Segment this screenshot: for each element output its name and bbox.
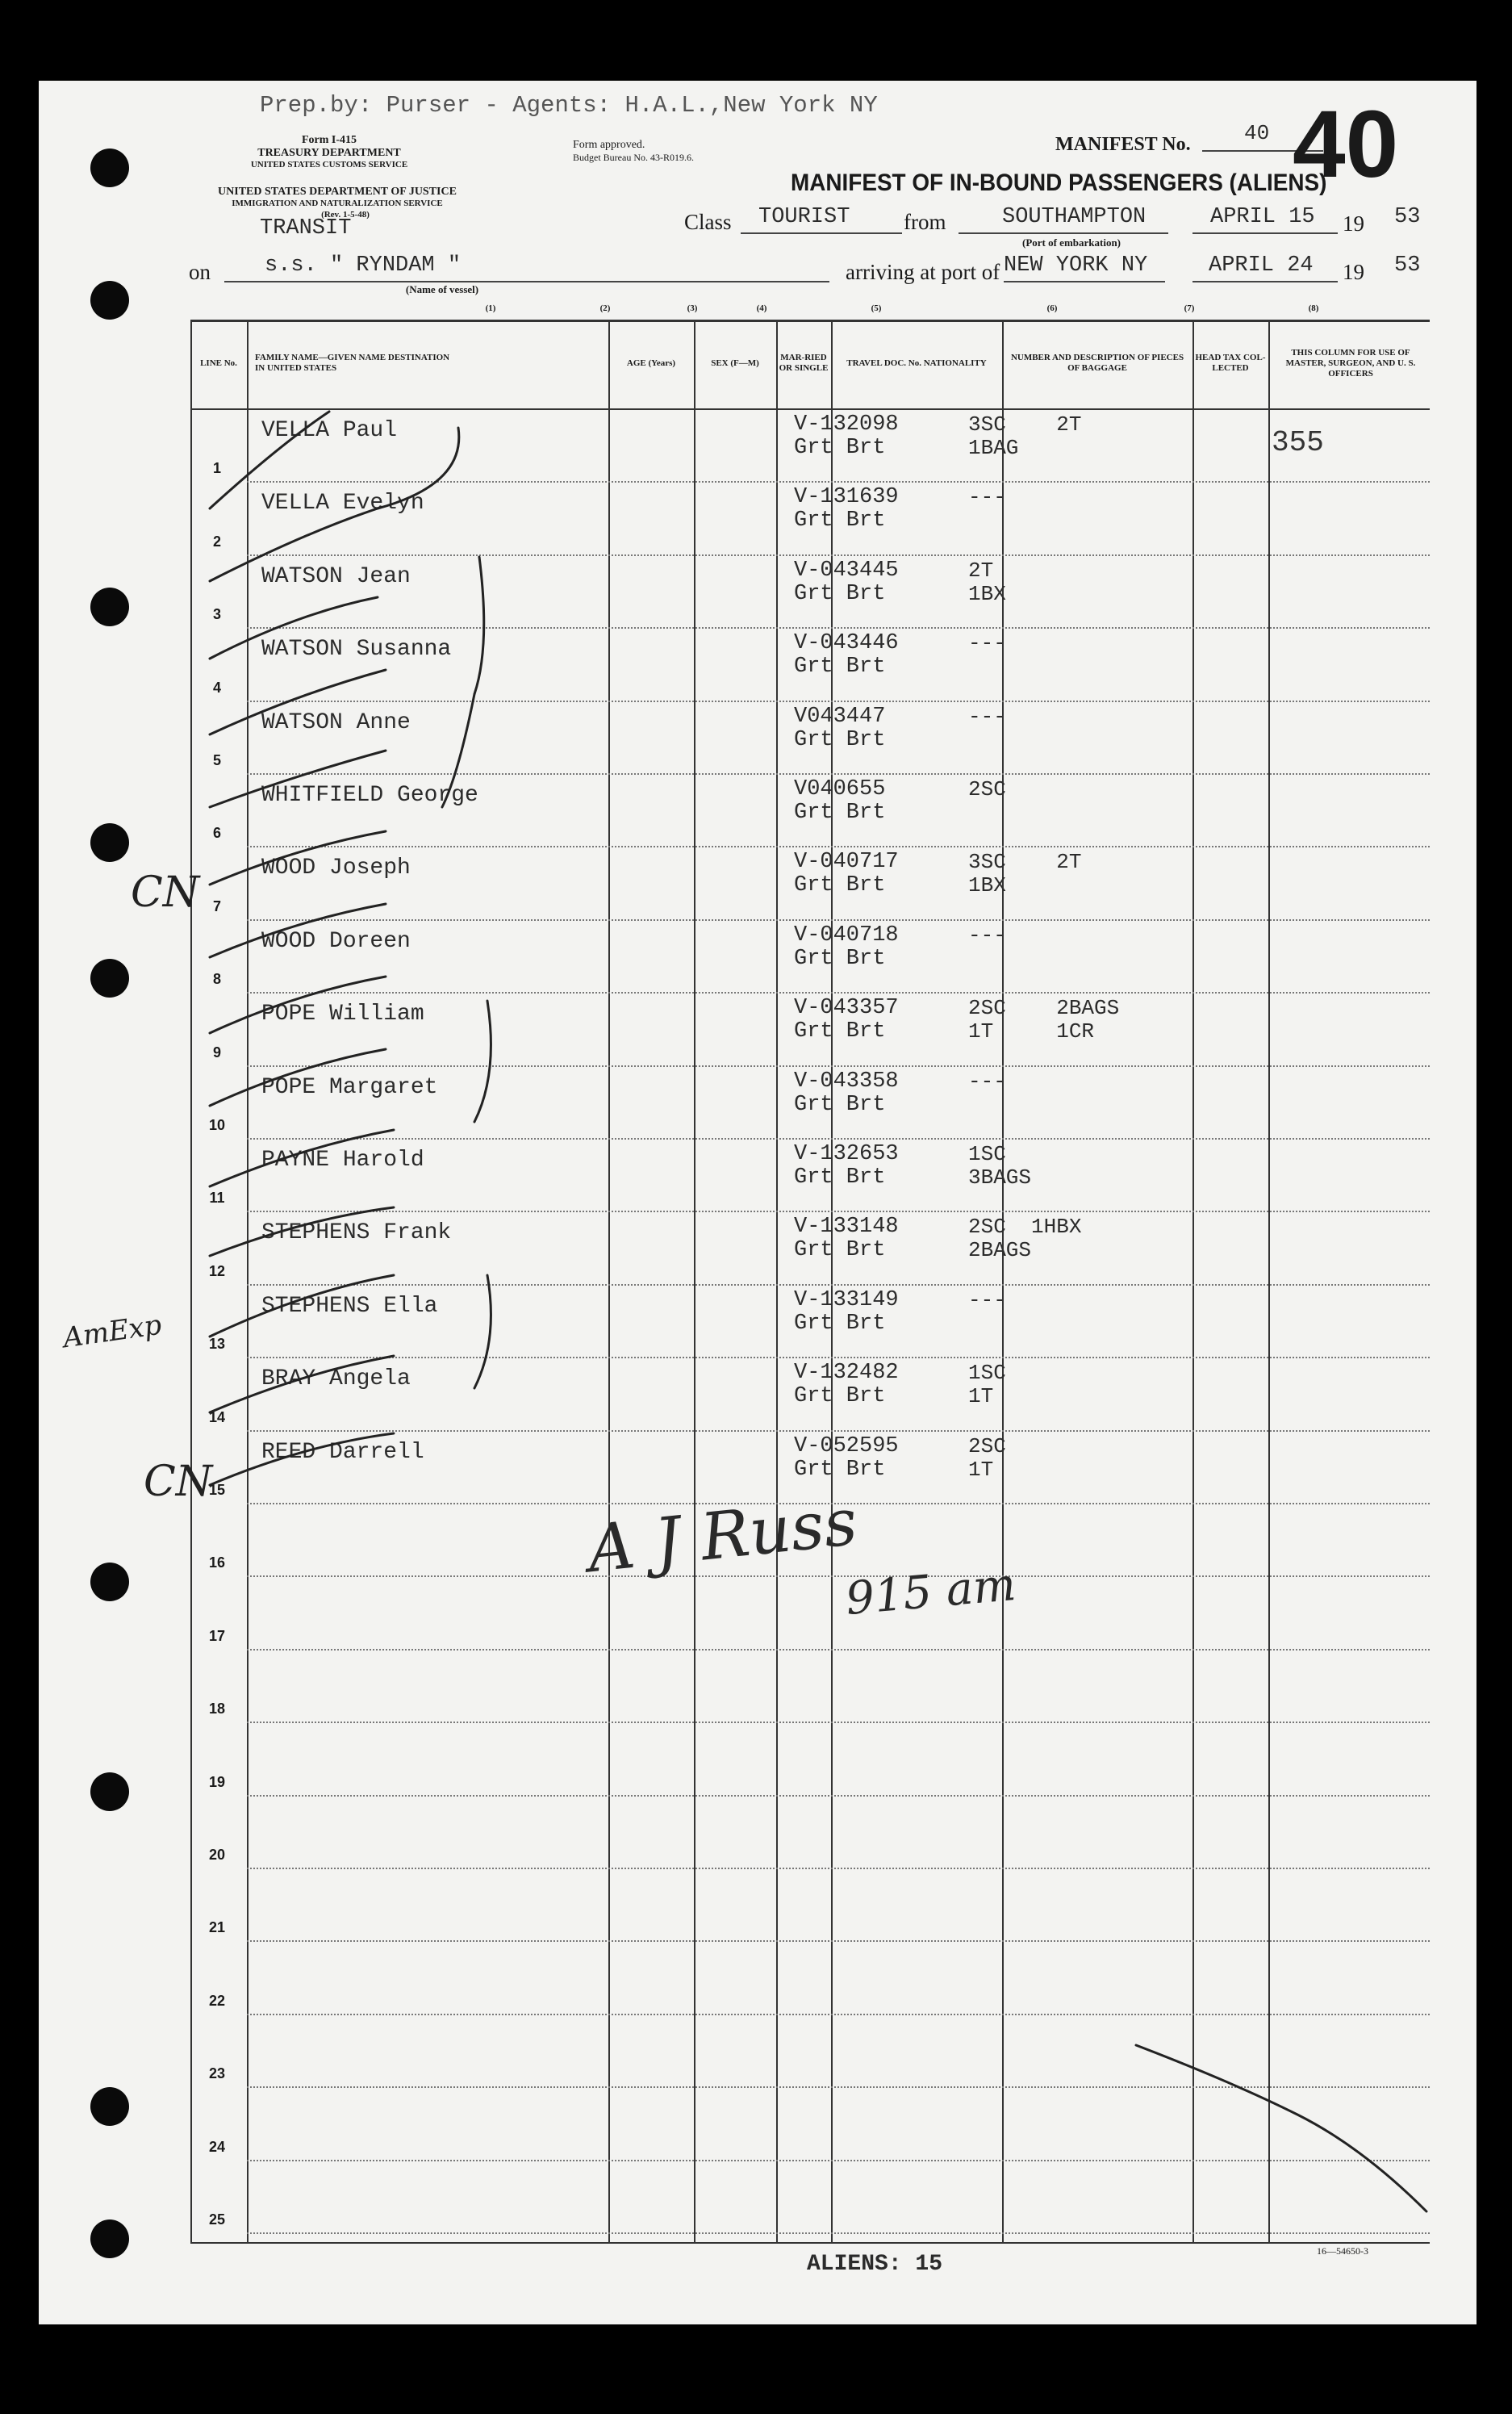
passenger-name: VELLA Evelyn xyxy=(261,491,424,517)
col-header-married: MAR-RIED OR SINGLE xyxy=(779,353,829,373)
treasury-dept: TREASURY DEPARTMENT xyxy=(257,147,401,159)
passenger-name: BRAY Angela xyxy=(261,1366,411,1392)
departure-year-prefix: 19 xyxy=(1343,211,1364,236)
nationality: Grt Brt xyxy=(794,508,886,533)
line-number: 23 xyxy=(208,2065,226,2082)
line-number: 20 xyxy=(208,1846,226,1863)
col-header-officer-use: THIS COLUMN FOR USE OF MASTER, SURGEON, AND U. S. OFFICERS xyxy=(1285,347,1416,379)
baggage-description: 2SC xyxy=(968,777,1006,801)
form-number: Form I-415 xyxy=(301,134,357,146)
nationality: Grt Brt xyxy=(794,1165,886,1190)
baggage-description: 1SC 3BAGS xyxy=(968,1142,1032,1190)
departure-date: APRIL 15 xyxy=(1210,205,1315,229)
line-number: 19 xyxy=(208,1773,226,1790)
on-label: on xyxy=(189,260,211,284)
form-approved: Form approved. xyxy=(573,139,645,151)
vessel-caption: (Name of vessel) xyxy=(405,283,479,295)
aliens-total: ALIENS: 15 xyxy=(807,2252,943,2277)
manifest-sheet xyxy=(39,81,1476,2324)
preparer-stamp: Prep.by: Purser - Agents: H.A.L.,New York NY xyxy=(260,92,878,119)
travel-doc-number: V-052595 xyxy=(794,1433,899,1458)
nationality: Grt Brt xyxy=(794,946,886,971)
baggage-description: 3SC 2T 1BAG xyxy=(968,412,1082,460)
col-header-age: AGE (Years) xyxy=(626,358,676,368)
vessel-name: s.s. " RYNDAM " xyxy=(265,253,462,278)
line-number: 14 xyxy=(208,1408,226,1425)
baggage-description: 2SC 2BAGS 1T 1CR xyxy=(968,996,1120,1044)
passenger-name: STEPHENS Ella xyxy=(261,1293,438,1319)
from-label: from xyxy=(904,210,946,234)
passenger-name: WATSON Anne xyxy=(261,709,411,735)
baggage-description: 3SC 2T 1BX xyxy=(968,850,1082,898)
col-number: (3) xyxy=(687,303,698,313)
passenger-name: PAYNE Harold xyxy=(261,1148,424,1173)
line-number: 6 xyxy=(212,825,221,842)
nationality: Grt Brt xyxy=(794,436,886,460)
line-number: 13 xyxy=(208,1336,226,1353)
passenger-name: VELLA Paul xyxy=(261,418,398,443)
col-number: (4) xyxy=(756,303,767,313)
line-number: 11 xyxy=(209,1190,225,1207)
line-number: 8 xyxy=(212,971,221,988)
col-number: (2) xyxy=(599,303,611,313)
nationality: Grt Brt xyxy=(794,873,886,898)
col-header-head-tax: HEAD TAX COL-LECTED xyxy=(1195,353,1266,373)
nationality: Grt Brt xyxy=(794,727,886,752)
nationality: Grt Brt xyxy=(794,655,886,680)
line-number: 25 xyxy=(208,2211,226,2228)
travel-doc-number: V-132653 xyxy=(794,1142,899,1166)
line-number: 10 xyxy=(208,1116,226,1133)
passenger-name: WOOD Joseph xyxy=(261,856,411,881)
arrival-date: APRIL 24 xyxy=(1209,253,1314,278)
arrival-year-prefix: 19 xyxy=(1343,260,1364,284)
line-number: 5 xyxy=(212,751,221,768)
travel-doc-number: V-131639 xyxy=(794,485,899,510)
col-header-name: FAMILY NAME—GIVEN NAME DESTINATION IN UNITED STATES xyxy=(255,353,450,373)
line-number: 18 xyxy=(208,1701,226,1717)
line-number: 21 xyxy=(208,1919,226,1936)
nationality: Grt Brt xyxy=(794,801,886,825)
line-number: 2 xyxy=(212,533,221,550)
nationality: Grt Brt xyxy=(794,581,886,606)
line-number: 3 xyxy=(212,606,221,623)
passenger-name: STEPHENS Frank xyxy=(261,1220,452,1246)
margin-note-cn: CN xyxy=(144,1458,213,1506)
passenger-name: WATSON Susanna xyxy=(261,637,452,663)
line-number: 9 xyxy=(212,1044,221,1061)
nationality: Grt Brt xyxy=(794,1384,886,1409)
baggage-description: --- xyxy=(968,704,1006,729)
from-port: SOUTHAMPTON xyxy=(1002,205,1147,229)
passenger-name: POPE William xyxy=(261,1002,424,1027)
line-number: 17 xyxy=(208,1627,226,1644)
justice-dept: UNITED STATES DEPARTMENT OF JUSTICE xyxy=(218,186,457,198)
travel-doc-number: V-043358 xyxy=(794,1069,899,1094)
col-number: (6) xyxy=(1046,303,1058,313)
port-caption: (Port of embarkation) xyxy=(1021,236,1121,249)
manifest-title: MANIFEST OF IN-BOUND PASSENGERS (ALIENS) xyxy=(791,169,1327,196)
customs-service: UNITED STATES CUSTOMS SERVICE xyxy=(250,160,408,169)
nationality: Grt Brt xyxy=(794,1457,886,1482)
budget-bureau: Budget Bureau No. 43-R019.6. xyxy=(573,152,694,163)
nationality: Grt Brt xyxy=(794,1311,886,1336)
officer-note: 355 xyxy=(1272,426,1324,459)
nationality: Grt Brt xyxy=(794,1019,886,1044)
travel-doc-number: V-040717 xyxy=(794,850,899,875)
baggage-description: --- xyxy=(968,631,1006,656)
line-number: 22 xyxy=(208,1992,226,2009)
line-number: 15 xyxy=(208,1481,226,1498)
col-number: (8) xyxy=(1308,303,1319,313)
travel-doc-number: V-040718 xyxy=(794,923,899,948)
check-marks xyxy=(39,81,1476,2324)
line-number: 4 xyxy=(212,679,221,696)
line-number: 16 xyxy=(208,1554,226,1571)
travel-doc-number: V043447 xyxy=(794,704,886,729)
travel-doc-number: V040655 xyxy=(794,777,886,801)
nationality: Grt Brt xyxy=(794,1092,886,1117)
arrival-year: 53 xyxy=(1394,253,1421,278)
col-header-sex: SEX (F—M) xyxy=(711,358,759,368)
margin-note-cn: CN xyxy=(131,868,200,917)
travel-doc-number: V-043445 xyxy=(794,558,899,583)
baggage-description: 2T 1BX xyxy=(968,558,1006,606)
col-number: (1) xyxy=(485,303,496,313)
col-header-line: LINE No. xyxy=(200,358,237,368)
col-header-baggage: NUMBER AND DESCRIPTION OF PIECES OF BAGGAGE xyxy=(1010,353,1184,373)
manifest-no-label: MANIFEST No. xyxy=(1055,134,1191,155)
manifest-no-typed: 40 xyxy=(1244,121,1270,145)
line-number: 24 xyxy=(208,2138,226,2155)
class-label: Class xyxy=(684,210,732,234)
nationality: Grt Brt xyxy=(794,1238,886,1263)
baggage-description: 2SC 1HBX 2BAGS xyxy=(968,1215,1082,1263)
passenger-name: REED Darrell xyxy=(261,1439,424,1465)
col-header-travel-doc: TRAVEL DOC. No. NATIONALITY xyxy=(846,358,987,368)
baggage-description: --- xyxy=(968,923,1006,948)
transit-label: TRANSIT xyxy=(260,216,352,241)
baggage-description: --- xyxy=(968,485,1006,510)
ins-service: IMMIGRATION AND NATURALIZATION SERVICE xyxy=(232,199,443,208)
line-number: 12 xyxy=(208,1262,226,1279)
class-value: TOURIST xyxy=(758,205,850,229)
departure-year: 53 xyxy=(1394,205,1421,229)
line-number: 7 xyxy=(212,897,221,914)
travel-doc-number: V-043446 xyxy=(794,631,899,656)
col-number: (7) xyxy=(1184,303,1195,313)
arriving-label: arriving at port of xyxy=(846,260,1000,284)
travel-doc-number: V-132482 xyxy=(794,1361,899,1386)
passenger-name: WATSON Jean xyxy=(261,563,411,589)
passenger-name: WOOD Doreen xyxy=(261,928,411,954)
inspection-time: 915 am xyxy=(843,1558,1018,1626)
passenger-name: WHITFIELD George xyxy=(261,783,478,808)
inspector-signature: A J Russ xyxy=(584,1483,861,1588)
col-number: (5) xyxy=(871,303,882,313)
travel-doc-number: V-043357 xyxy=(794,996,899,1021)
passenger-name: POPE Margaret xyxy=(261,1074,438,1100)
travel-doc-number: V-133148 xyxy=(794,1215,899,1240)
margin-note-amexp: AmExp xyxy=(61,1308,164,1355)
form-revision: (Rev. 1-5-48) xyxy=(321,210,370,220)
manifest-no-large: 40 xyxy=(1293,91,1399,198)
baggage-description: 1SC 1T xyxy=(968,1361,1006,1409)
travel-doc-number: V-133149 xyxy=(794,1287,899,1312)
baggage-description: --- xyxy=(968,1287,1006,1312)
baggage-description: 2SC 1T xyxy=(968,1433,1006,1482)
print-code: 16—54650-3 xyxy=(1317,2245,1368,2257)
line-number: 1 xyxy=(212,460,221,477)
travel-doc-number: V-132098 xyxy=(794,412,899,437)
baggage-description: --- xyxy=(968,1069,1006,1094)
arrival-port: NEW YORK NY xyxy=(1004,253,1148,278)
